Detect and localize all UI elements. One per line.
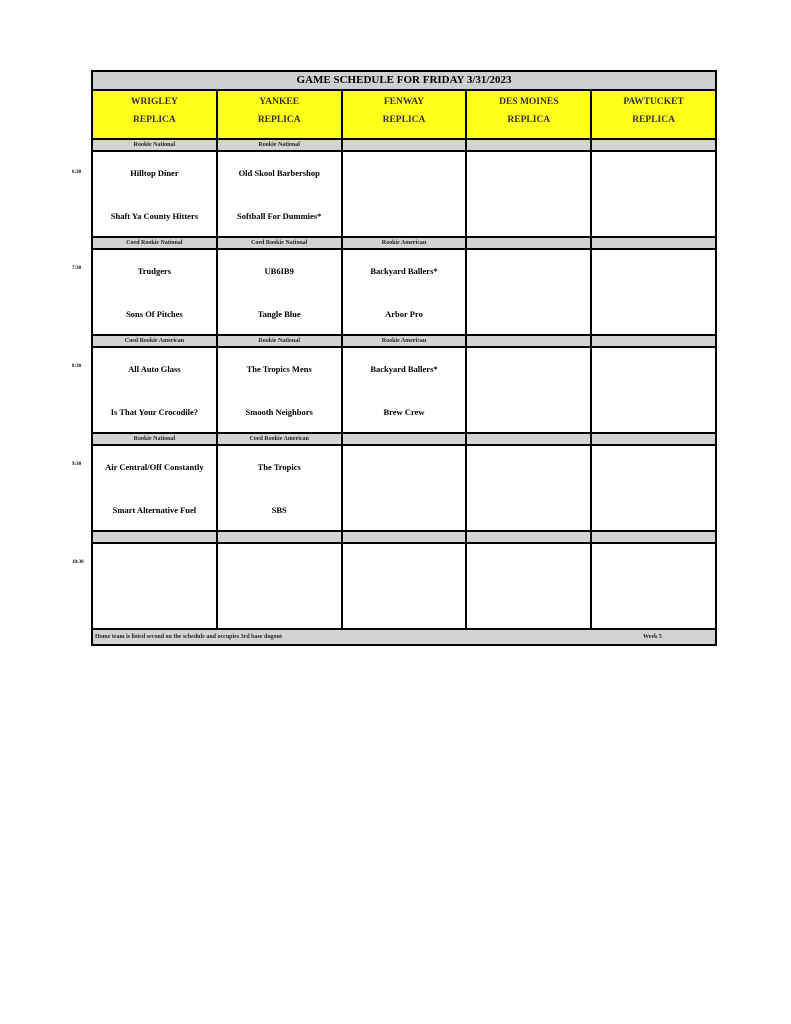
division-label: Rookie National <box>218 336 343 346</box>
division-row <box>93 532 715 544</box>
game-cell <box>467 348 592 432</box>
game-cell <box>93 544 218 628</box>
field-header-des-moines <box>467 91 592 138</box>
away-team: Trudgers <box>137 266 172 276</box>
field-sub: REPLICA <box>257 115 301 125</box>
division-label <box>467 336 592 346</box>
game-cell <box>218 446 343 530</box>
away-team: The Tropics <box>257 462 301 472</box>
field-sub: REPLICA <box>133 115 176 125</box>
game-cell <box>93 348 218 432</box>
game-cell <box>343 152 468 236</box>
time-label: 9:30 <box>72 462 82 467</box>
away-team: UB6IB9 <box>264 266 294 276</box>
field-sub: REPLICA <box>382 115 426 125</box>
field-sub: REPLICA <box>632 115 675 125</box>
field-header-fenway <box>343 91 468 138</box>
game-cell <box>592 446 715 530</box>
home-team: Softball For Dummies* <box>237 211 322 221</box>
game-row <box>93 446 715 532</box>
schedule-sheet <box>91 70 717 646</box>
game-cell <box>93 446 218 530</box>
home-team: Arbor Pro <box>385 309 423 319</box>
time-label: 7:30 <box>72 266 82 271</box>
game-row <box>93 250 715 336</box>
home-team: Shaft Ya County Hitters <box>110 211 199 221</box>
division-label <box>467 532 592 542</box>
division-label: Coed Rookie National <box>218 238 343 248</box>
home-team: Smart Alternative Fuel <box>112 505 197 515</box>
home-team: Sons Of Pitches <box>126 309 183 319</box>
division-label <box>592 238 715 248</box>
time-label: 6:30 <box>72 170 82 175</box>
home-team: Tangle Blue <box>257 309 301 319</box>
home-team-note: Home team is listed second on the schedule and occupies 3rd base dugout <box>95 634 283 640</box>
field-name: DES MOINES <box>499 97 559 107</box>
field-name: YANKEE <box>259 97 300 107</box>
home-team: Smooth Neighbors <box>245 407 313 417</box>
division-label: Rookie American <box>343 238 468 248</box>
away-team: Backyard Ballers* <box>370 364 438 374</box>
away-team: All Auto Glass <box>128 364 181 374</box>
home-team: Is That Your Crocodile? <box>110 407 199 417</box>
game-cell <box>592 544 715 628</box>
game-row <box>93 348 715 434</box>
game-cell <box>218 544 343 628</box>
field-header-row <box>93 91 715 140</box>
home-team: Brew Crew <box>383 407 425 417</box>
away-team: The Tropics Mens <box>246 364 312 374</box>
game-cell <box>218 152 343 236</box>
division-label: Coed Rookie American <box>93 336 218 346</box>
game-cell <box>467 250 592 334</box>
game-row <box>93 152 715 238</box>
division-label: Rookie American <box>343 336 468 346</box>
game-cell <box>467 544 592 628</box>
game-cell <box>343 446 468 530</box>
division-label <box>592 336 715 346</box>
division-row <box>93 336 715 348</box>
field-name: FENWAY <box>383 97 425 107</box>
game-cell <box>467 446 592 530</box>
away-team: Air Central/Off Constantly <box>105 462 204 472</box>
game-cell <box>467 152 592 236</box>
away-team: Hilltop Diner <box>130 168 179 178</box>
schedule-footer <box>93 630 715 644</box>
field-header-yankee <box>218 91 343 138</box>
division-row <box>93 238 715 250</box>
game-cell <box>592 348 715 432</box>
home-team: SBS <box>271 505 287 515</box>
division-label: Rookie National <box>218 140 343 150</box>
division-label <box>592 434 715 444</box>
field-header-pawtucket <box>592 91 715 138</box>
game-cell <box>592 152 715 236</box>
away-team: Backyard Ballers* <box>370 266 438 276</box>
division-label <box>343 532 468 542</box>
game-cell <box>93 152 218 236</box>
division-label: Rookie National <box>93 434 218 444</box>
division-label: Coed Rookie National <box>93 238 218 248</box>
schedule-title: GAME SCHEDULE FOR FRIDAY 3/31/2023 <box>93 72 715 91</box>
game-row <box>93 544 715 630</box>
division-label <box>467 434 592 444</box>
division-label <box>467 238 592 248</box>
time-label: 8:30 <box>72 364 82 369</box>
division-row <box>93 140 715 152</box>
field-name: WRIGLEY <box>130 97 178 107</box>
division-label <box>592 140 715 150</box>
game-cell <box>218 250 343 334</box>
division-label: Rookie National <box>93 140 218 150</box>
game-cell <box>592 250 715 334</box>
game-cell <box>343 348 468 432</box>
week-label: Week 5 <box>643 634 662 640</box>
game-cell <box>93 250 218 334</box>
game-cell <box>218 348 343 432</box>
field-name: PAWTUCKET <box>623 97 684 107</box>
division-label: Coed Rookie American <box>218 434 343 444</box>
division-row <box>93 434 715 446</box>
division-label <box>343 434 468 444</box>
division-label <box>93 532 218 542</box>
field-header-wrigley <box>93 91 218 138</box>
game-cell <box>343 544 468 628</box>
division-label <box>343 140 468 150</box>
division-label <box>218 532 343 542</box>
field-sub: REPLICA <box>507 115 551 125</box>
division-label <box>592 532 715 542</box>
division-label <box>467 140 592 150</box>
away-team: Old Skool Barbershop <box>238 168 320 178</box>
game-cell <box>343 250 468 334</box>
time-label: 10:30 <box>72 560 84 565</box>
